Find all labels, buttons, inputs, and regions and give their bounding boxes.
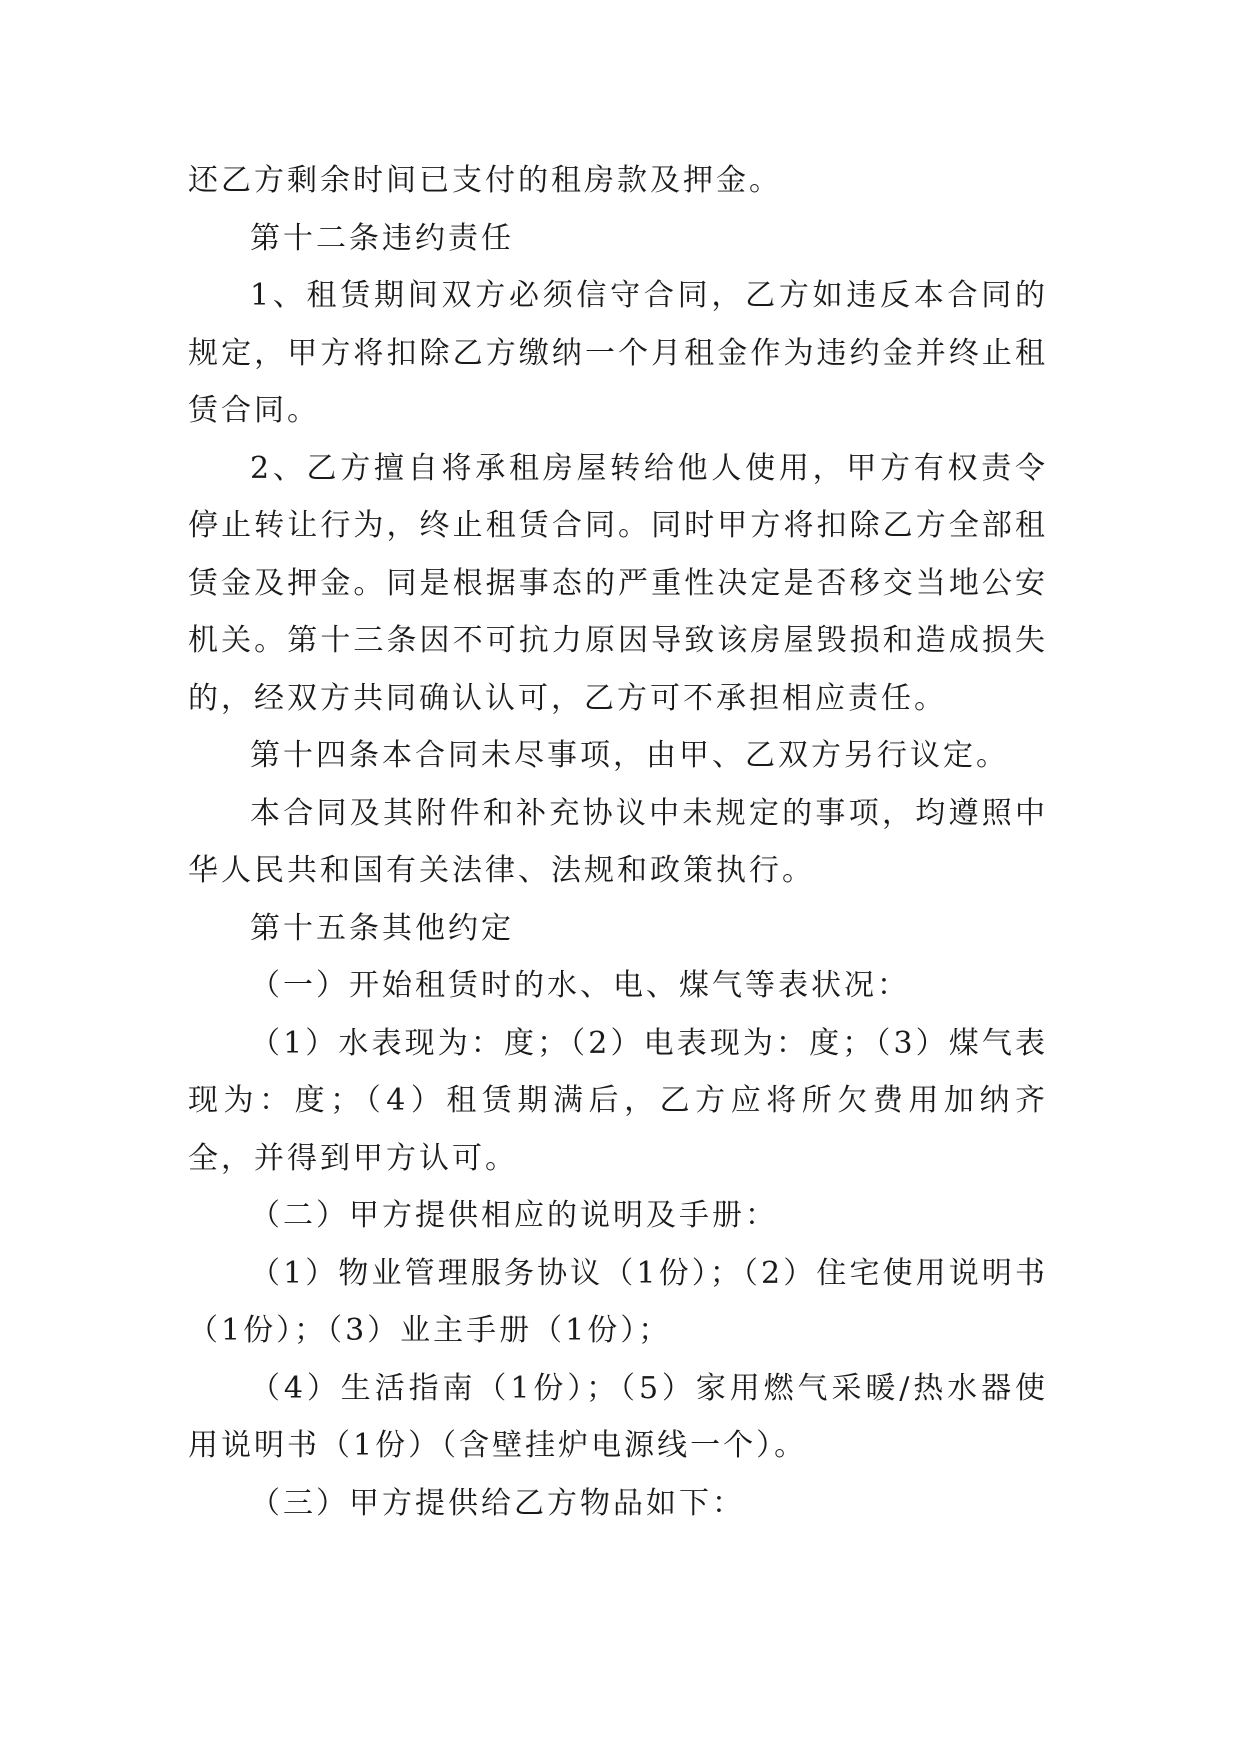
paragraph-manuals-list-2: （4）生活指南（1份）；（5）家用燃气采暖/热水器使用说明书（1份）（含壁挂炉电源线一个）。 xyxy=(188,1370,1048,1463)
paragraph-article-12-item-2: 2、乙方擅自将承租房屋转给他人使用，甲方有权责令停止转让行为，终止租赁合同。同时甲方将扣除乙方全部租赁金及押金。同是根据事态的严重性决定是否移交当地公安机关。第十三条因不可抗力原因导致该房屋毁损和造成损失的，经双方共同确认认可，乙方可不承担相应责任。 xyxy=(188,450,1048,716)
paragraph-manuals-heading: （二）甲方提供相应的说明及手册： xyxy=(250,1198,778,1233)
paragraph-meter-readings: （1）水表现为：度；（2）电表现为：度；（3）煤气表现为：度；（4）租赁期满后，乙方应将所欠费用加纳齐全，并得到甲方认可。 xyxy=(188,1025,1048,1176)
document-body xyxy=(188,152,1048,1532)
heading-article-12: 第十二条违约责任 xyxy=(250,220,514,256)
paragraph-article-14: 第十四条本合同未尽事项，由甲、乙双方另行议定。 xyxy=(250,738,1009,773)
paragraph-article-12-item-1: 1、租赁期间双方必须信守合同，乙方如违反本合同的规定，甲方将扣除乙方缴纳一个月租金作为违约金并终止租赁合同。 xyxy=(188,278,1048,428)
paragraph-meter-status-heading: （一）开始租赁时的水、电、煤气等表状况： xyxy=(250,968,910,1003)
paragraph-applicable-law: 本合同及其附件和补充协议中未规定的事项，均遵照中华人民共和国有关法律、法规和政策执行。 xyxy=(188,795,1048,888)
paragraph-manuals-list-1: （1）物业管理服务协议（1份）；（2）住宅使用说明书（1份）；（3）业主手册（1份）； xyxy=(188,1255,1048,1348)
paragraph-items-heading: （三）甲方提供给乙方物品如下： xyxy=(250,1485,745,1521)
heading-article-15: 第十五条其他约定 xyxy=(250,910,514,946)
paragraph-refund-remaining: 还乙方剩余时间已支付的租房款及押金。 xyxy=(188,163,782,198)
